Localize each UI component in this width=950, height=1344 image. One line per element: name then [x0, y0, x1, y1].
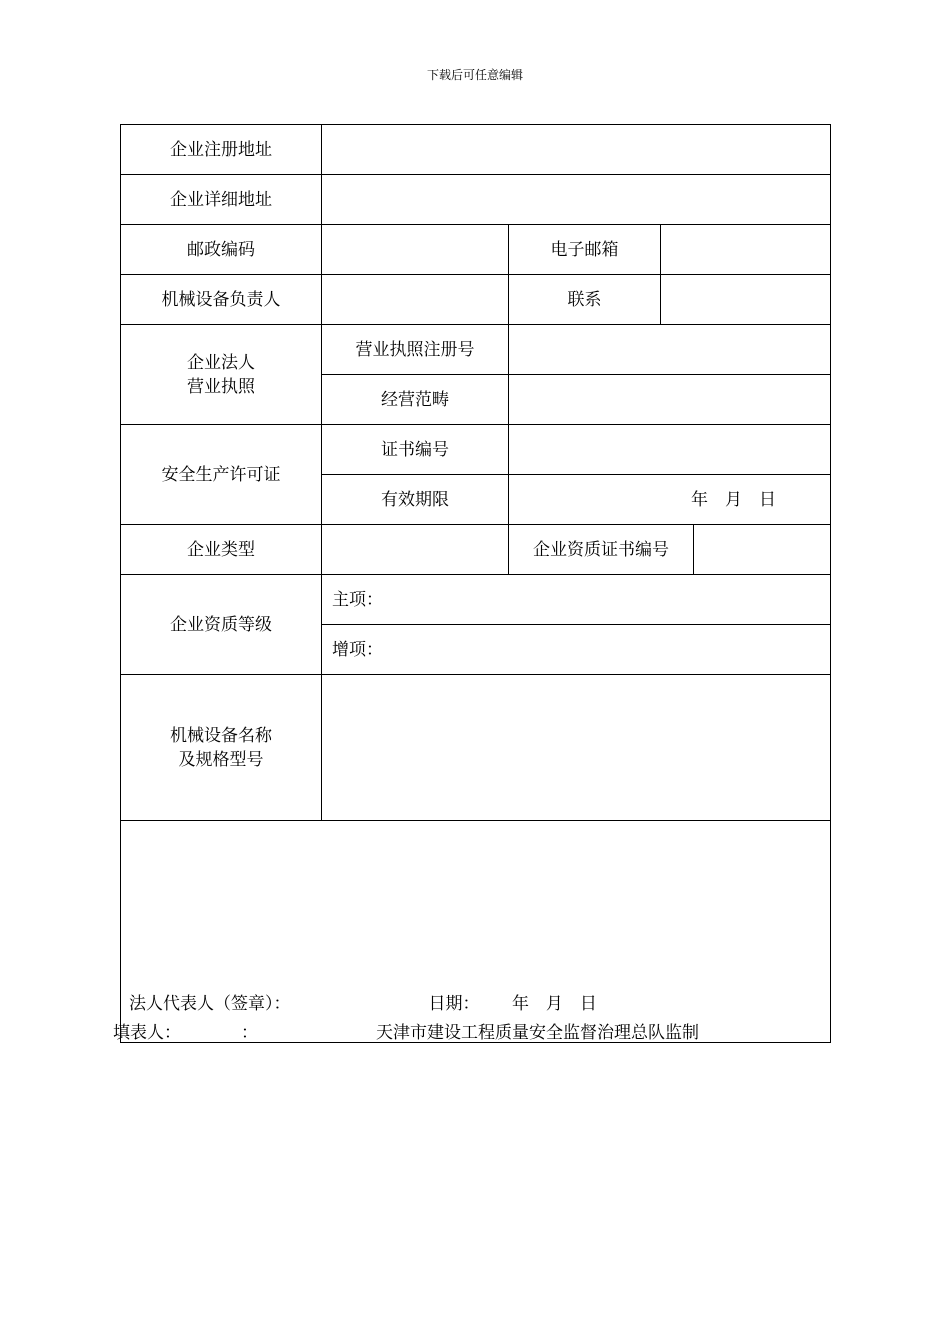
validity-date-field[interactable] [509, 475, 831, 525]
safety-permit-label: 安全生产许可证 [121, 425, 322, 525]
row-certificate-no [121, 425, 831, 475]
date-label: 日期： [428, 994, 480, 1014]
equipment-manager-field[interactable] [322, 275, 509, 325]
qualification-cert-no-label: 企业资质证书编号 [509, 525, 694, 575]
signature-area[interactable] [121, 821, 831, 1043]
license-reg-no-field[interactable] [509, 325, 831, 375]
enterprise-type-field[interactable] [322, 525, 509, 575]
page-header: 下载后可任意编辑 [426, 68, 523, 82]
postal-code-label: 邮政编码 [121, 225, 322, 275]
row-enterprise-type [121, 525, 831, 575]
issuer-text: 天津市建设工程质量安全监督治理总队监制 [376, 1023, 699, 1043]
validity-date-placeholder: 年 月 日 [691, 489, 776, 510]
row-main-item [121, 575, 831, 625]
filler-colon: ： [241, 1023, 258, 1043]
row-equipment-manager [121, 275, 831, 325]
detailed-address-label: 企业详细地址 [121, 175, 322, 225]
business-scope-field[interactable] [509, 375, 831, 425]
main-item-label: 主项： [332, 589, 383, 610]
qualification-cert-no-field[interactable] [694, 525, 831, 575]
equipment-name-label-line1: 机械设备名称 [170, 725, 272, 746]
additional-item-field[interactable] [322, 625, 831, 675]
row-postal-email [121, 225, 831, 275]
row-registered-address [121, 125, 831, 175]
main-item-field[interactable] [322, 575, 831, 625]
email-field[interactable] [661, 225, 831, 275]
row-signature [121, 821, 831, 1043]
detailed-address-field[interactable] [322, 175, 831, 225]
row-equipment-name [121, 675, 831, 821]
row-license-reg-no [121, 325, 831, 375]
email-label: 电子邮箱 [509, 225, 661, 275]
row-detailed-address [121, 175, 831, 225]
contact-field[interactable] [661, 275, 831, 325]
legal-license-label-line1: 企业法人 [187, 352, 255, 373]
certificate-no-field[interactable] [509, 425, 831, 475]
date-placeholder: 年 月 日 [511, 994, 597, 1014]
legal-license-label [121, 325, 322, 425]
legal-rep-signature-label: 法人代表人（签章）： [129, 994, 291, 1014]
validity-label: 有效期限 [322, 475, 509, 525]
equipment-name-label [121, 675, 322, 821]
qualification-level-label: 企业资质等级 [121, 575, 322, 675]
page-footer [113, 1018, 699, 1043]
equipment-name-label-line2: 及规格型号 [178, 749, 264, 770]
license-reg-no-label: 营业执照注册号 [322, 325, 509, 375]
registered-address-label: 企业注册地址 [121, 125, 322, 175]
legal-license-label-line2: 营业执照 [187, 376, 255, 397]
equipment-manager-label: 机械设备负责人 [121, 275, 322, 325]
certificate-no-label: 证书编号 [322, 425, 509, 475]
enterprise-type-label: 企业类型 [121, 525, 322, 575]
registered-address-field[interactable] [322, 125, 831, 175]
contact-label: 联系 [509, 275, 661, 325]
additional-item-label: 增项： [332, 639, 383, 660]
postal-code-field[interactable] [322, 225, 509, 275]
equipment-name-field[interactable] [322, 675, 831, 821]
filler-label: 填表人： [113, 1023, 181, 1043]
registration-form-table [120, 124, 831, 1043]
business-scope-label: 经营范畴 [322, 375, 509, 425]
